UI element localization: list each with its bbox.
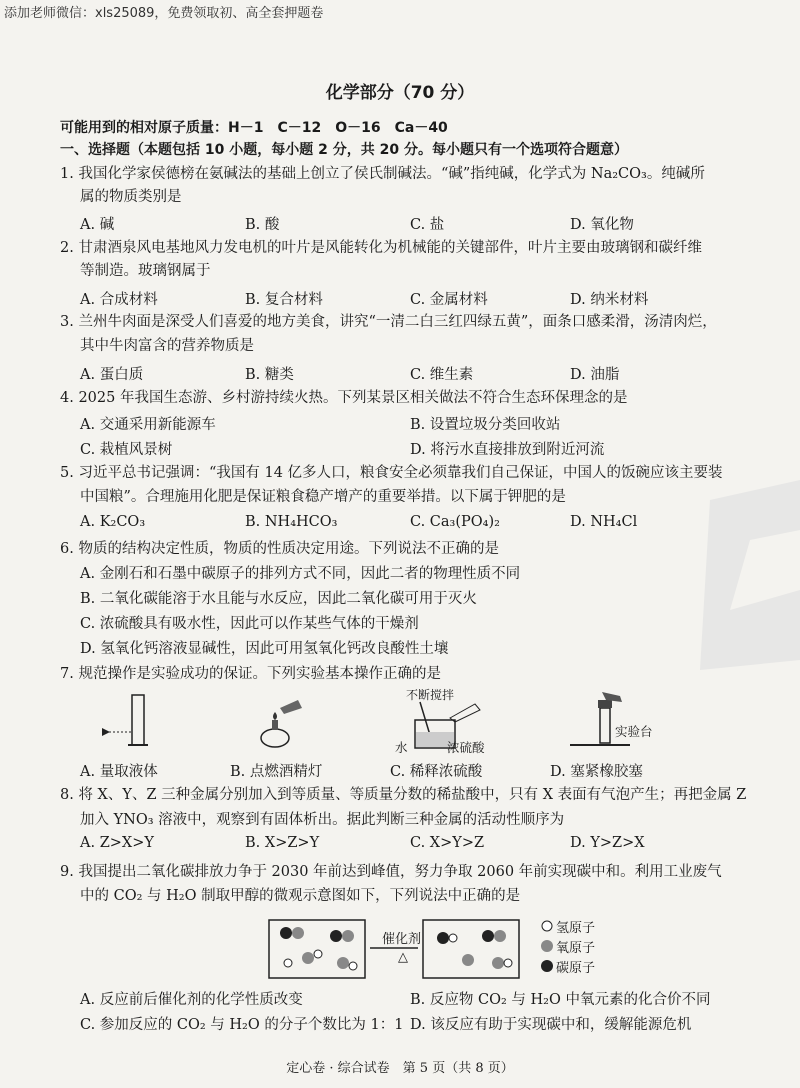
question-2-text-2: 等制造。玻璃钢属于: [80, 263, 211, 279]
option-c[interactable]: C. 栽植风景树: [80, 442, 173, 458]
option-d[interactable]: D. 塞紧橡胶塞: [550, 764, 643, 780]
option-c[interactable]: C. Ca₃(PO₄)₂: [410, 514, 500, 530]
option-d[interactable]: D. 氢氧化钙溶液显碱性，因此可用氢氧化钙改良酸性土壤: [80, 641, 449, 657]
label-water: 水: [395, 740, 408, 755]
question-5-options: [80, 514, 780, 534]
option-b[interactable]: B. NH₄HCO₃: [245, 514, 338, 530]
label-stir: 不断搅拌: [406, 688, 455, 702]
option-a[interactable]: A. 反应前后催化剂的化学性质改变: [80, 992, 303, 1008]
option-b[interactable]: B. 二氧化碳能溶于水且能与水反应，因此二氧化碳可用于灭火: [80, 591, 477, 607]
legend-hydrogen: 氢原子: [556, 921, 596, 936]
option-d[interactable]: D. Y>Z>X: [570, 835, 645, 851]
question-2-text: 2. 甘肃酒泉风电基地风力发电机的叶片是风能转化为机械能的关键部件，叶片主要由玻璃钢和碳纤维: [60, 240, 702, 256]
question-5-text-2: 中国粮”。合理施用化肥是保证粮食稳产增产的重要举措。以下属于钾肥的是: [80, 489, 566, 505]
question-3-text: 3. 兰州牛肉面是深受人们喜爱的地方美食，讲究“一清二白三红四绿五黄”，面条口感柔滑，汤清肉烂，: [60, 314, 717, 330]
question-2-options: [80, 288, 780, 308]
question-7-text: 7. 规范操作是实验成功的保证。下列实验基本操作正确的是: [60, 666, 441, 682]
legend-carbon: 碳原子: [556, 961, 596, 976]
part-heading: 一、选择题（本题包括 10 小题，每小题 2 分，共 20 分。每小题只有一个选项符合题意）: [60, 142, 628, 158]
question-1-options: [80, 213, 780, 233]
catalyst-label: 催化剂: [382, 932, 422, 947]
option-b[interactable]: B. 反应物 CO₂ 与 H₂O 中氧元素的化合价不同: [410, 992, 711, 1008]
option-a[interactable]: A. 合成材料: [80, 292, 158, 308]
question-8-text-2: 加入 YNO₃ 溶液中，观察到有固体析出。据此判断三种金属的活动性顺序为: [80, 812, 565, 828]
question-3-text-2: 其中牛肉富含的营养物质是: [80, 338, 254, 354]
option-d[interactable]: D. 该反应有助于实现碳中和，缓解能源危机: [410, 1017, 692, 1033]
label-acid: 浓硫酸: [447, 740, 485, 755]
option-d[interactable]: D. 纳米材料: [570, 292, 649, 308]
option-c[interactable]: C. 稀释浓硫酸: [390, 764, 483, 780]
page-footer: 定心卷 · 综合试卷 第 5 页（共 8 页）: [286, 1061, 514, 1076]
option-a[interactable]: A. Z>X>Y: [80, 835, 154, 851]
option-b[interactable]: B. 设置垃圾分类回收站: [410, 417, 561, 433]
watermark-text: 添加老师微信：xls25089，免费领取初、高全套押题卷: [4, 6, 324, 21]
option-a[interactable]: A. 交通采用新能源车: [80, 417, 216, 433]
option-d[interactable]: D. 将污水直接排放到附近河流: [410, 442, 605, 458]
question-3-options: [80, 363, 780, 383]
option-c[interactable]: C. 盐: [410, 217, 445, 233]
option-d[interactable]: D. 油脂: [570, 367, 620, 383]
option-c[interactable]: C. 参加反应的 CO₂ 与 H₂O 的分子个数比为 1：1: [80, 1017, 404, 1033]
question-4-options-row2: [80, 438, 780, 458]
stopper-figure: [570, 690, 630, 750]
question-8-text: 8. 将 X、Y、Z 三种金属分别加入到等质量、等质量分数的稀盐酸中，只有 X 表面有气泡产生；再把金属 Z: [60, 787, 747, 803]
option-c[interactable]: C. 浓硫酸具有吸水性，因此可以作某些气体的干燥剂: [80, 616, 419, 632]
option-b[interactable]: B. 点燃酒精灯: [230, 764, 323, 780]
question-5-text: 5. 习近平总书记强调：“我国有 14 亿多人口，粮食安全必须靠我们自己保证，中国人的饭碗应该主要装: [60, 465, 723, 481]
question-9-options-row1: [80, 988, 780, 1008]
question-1-text: 1. 我国化学家侯德榜在氨碱法的基础上创立了侯氏制碱法。“碱”指纯碱，化学式为 Na₂CO₃。纯碱所: [60, 166, 705, 182]
option-b[interactable]: B. X>Z>Y: [245, 835, 320, 851]
question-4-text: 4. 2025 年我国生态游、乡村游持续火热。下列某景区相关做法不符合生态环保理念的是: [60, 390, 628, 406]
option-a[interactable]: A. 量取液体: [80, 764, 158, 780]
question-1-text-2: 属的物质类别是: [80, 189, 182, 205]
option-a[interactable]: A. K₂CO₃: [80, 514, 146, 530]
heat-symbol: △: [398, 950, 408, 965]
option-d[interactable]: D. NH₄Cl: [570, 514, 638, 530]
question-9-options-row2: [80, 1013, 780, 1033]
background-shape: [690, 470, 800, 670]
atom-legend-icons: [540, 918, 554, 978]
question-9-text: 9. 我国提出二氧化碳排放力争于 2030 年前达到峰值，努力争取 2060 年前实现碳中和。利用工业废气: [60, 864, 722, 880]
question-6-text: 6. 物质的结构决定性质，物质的性质决定用途。下列说法不正确的是: [60, 541, 499, 557]
question-9-text-2: 中的 CO₂ 与 H₂O 制取甲醇的微观示意图如下，下列说法中正确的是: [80, 888, 521, 904]
question-4-options-row1: [80, 413, 780, 433]
option-a[interactable]: A. 蛋白质: [80, 367, 144, 383]
option-c[interactable]: C. 维生素: [410, 367, 474, 383]
option-d[interactable]: D. 氧化物: [570, 217, 634, 233]
legend-oxygen: 氧原子: [556, 941, 596, 956]
option-a[interactable]: A. 金刚石和石墨中碳原子的排列方式不同，因此二者的物理性质不同: [80, 566, 521, 582]
alcohol-lamp-figure: [250, 690, 310, 750]
option-c[interactable]: C. 金属材料: [410, 292, 488, 308]
question-7-options: [80, 760, 780, 780]
option-b[interactable]: B. 酸: [245, 217, 280, 233]
option-c[interactable]: C. X>Y>Z: [410, 835, 485, 851]
option-a[interactable]: A. 碱: [80, 217, 115, 233]
measuring-cylinder-figure: [100, 690, 160, 750]
section-title: 化学部分（70 分）: [325, 83, 475, 103]
atomic-masses: 可能用到的相对原子质量：H－1 C－12 O－16 Ca－40: [60, 120, 448, 136]
option-b[interactable]: B. 糖类: [245, 367, 294, 383]
label-bench: 实验台: [615, 724, 653, 739]
question-8-options: [80, 835, 780, 855]
option-b[interactable]: B. 复合材料: [245, 292, 323, 308]
